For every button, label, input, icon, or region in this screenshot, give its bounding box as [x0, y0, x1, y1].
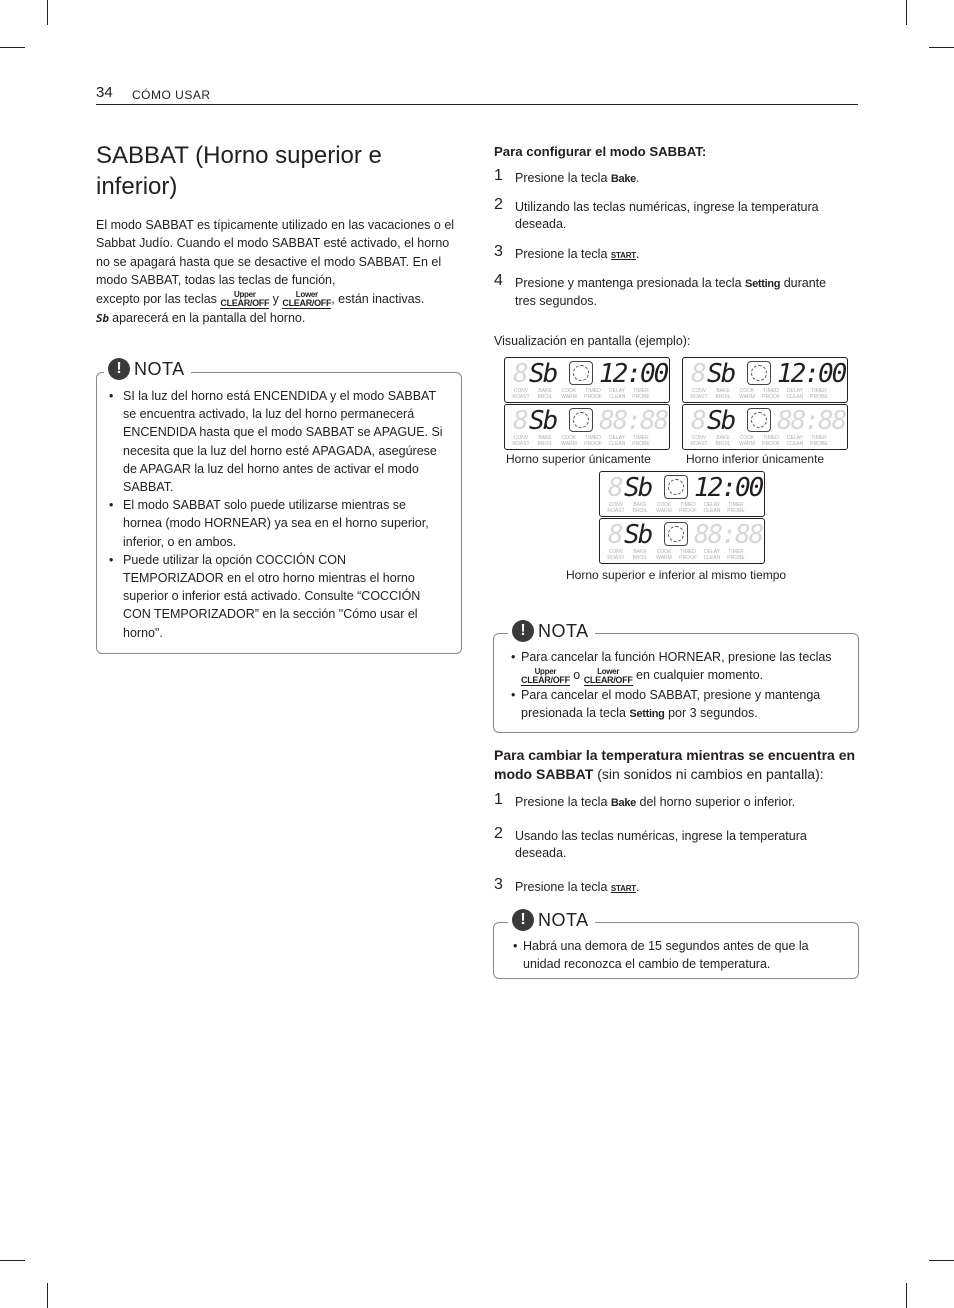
note-text: o	[573, 668, 581, 683]
page-number: 34	[96, 84, 113, 101]
crop-mark	[0, 47, 25, 48]
display-function-label: TIMED PROOF	[762, 388, 780, 400]
intro-text: , están inactivas.	[331, 291, 425, 306]
sabbat-indicator: Sb	[707, 406, 735, 436]
intro-text: aparecerá en la pantalla del horno.	[112, 310, 306, 325]
upper-clear-off-key: Upper CLEAR/OFF	[521, 666, 570, 685]
crop-mark	[906, 0, 907, 25]
display-function-label: DELAY CLEAN	[703, 549, 721, 561]
display-function-label: TIMED PROOF	[679, 502, 697, 514]
note-text: por 3 segundos.	[668, 706, 758, 721]
display-function-label: CONV ROAST	[607, 549, 625, 561]
note-header	[508, 909, 595, 931]
crop-mark	[47, 1283, 48, 1308]
step-text: Presione la tecla	[515, 795, 608, 809]
convection-fan-icon	[569, 361, 593, 385]
display-function-label: BAKE BROIL	[632, 549, 648, 561]
oven-display-panel	[682, 404, 848, 450]
clock-readout: 12:00	[777, 359, 846, 389]
crop-mark	[929, 47, 954, 48]
config-heading: Para configurar el modo SABBAT:	[494, 144, 707, 159]
section-title: CÓMO USAR	[132, 88, 211, 102]
change-heading-rest: (sin sonidos ni cambios en pantalla):	[597, 765, 824, 782]
convection-fan-icon	[569, 408, 593, 432]
display-function-label: DELAY CLEAN	[786, 435, 804, 447]
display-function-label: TIMED PROOF	[584, 388, 602, 400]
exclamation-icon: !	[108, 358, 130, 380]
display-function-label: BAKE BROIL	[537, 435, 553, 447]
convection-fan-icon	[664, 475, 688, 499]
display-function-label: TIMED PROOF	[679, 549, 697, 561]
note-text: Para cancelar el modo SABBAT, presione y mantenga presionada la tecla	[521, 687, 821, 721]
step-text: Presione la tecla	[515, 247, 608, 261]
display-digit: 8	[691, 406, 705, 436]
intro-paragraph	[96, 216, 458, 328]
display-function-label: TIMER PROBE	[727, 549, 745, 561]
display-function-label: CONV ROAST	[690, 388, 708, 400]
clock-readout: 88:88	[694, 520, 763, 550]
step-number: 3	[494, 243, 503, 260]
caption-lower: Horno inferior únicamente	[686, 452, 825, 466]
note-box	[493, 633, 859, 733]
display-function-label: TIMED PROOF	[762, 435, 780, 447]
step-text: durante tres segundos.	[515, 276, 827, 308]
note-item: • Habrá una demora de 15 segundos antes de que la unidad reconozca el cambio de temperatura.	[510, 937, 840, 973]
upper-clear-off-key: Upper CLEAR/OFF	[220, 289, 270, 308]
clock-readout: 88:88	[599, 406, 668, 436]
step-number: 2	[494, 825, 503, 842]
oven-display-panel	[504, 357, 670, 403]
note-box	[96, 372, 462, 654]
step-number: 1	[494, 167, 503, 184]
crop-mark	[929, 1260, 954, 1261]
note-title: NOTA	[538, 620, 589, 641]
display-function-label: TIMER PROBE	[632, 435, 650, 447]
display-function-label: TIMER PROBE	[810, 388, 828, 400]
clock-readout: 12:00	[599, 359, 668, 389]
caption-both: Horno superior e inferior al mismo tiempo	[566, 568, 787, 582]
display-function-label: BAKE BROIL	[715, 435, 731, 447]
step-number: 1	[494, 791, 503, 808]
intro-text: El modo SABBAT es típicamente utilizado en las vacaciones o el Sabbat Judío. Cuando el modo SABBAT esté activado, el horno no se apagará hasta que se desactive el modo SABBAT. En el modo SABBAT, todas las teclas de función,	[96, 218, 455, 288]
display-function-label: DELAY CLEAN	[608, 435, 626, 447]
header-rule	[96, 104, 858, 105]
step-text: Presione la tecla	[515, 880, 608, 894]
display-function-label: COOK WARM	[656, 502, 672, 514]
note-list	[101, 387, 447, 642]
setting-key: Setting	[629, 708, 665, 721]
display-function-label: BAKE BROIL	[632, 502, 648, 514]
display-function-label: DELAY CLEAN	[703, 502, 721, 514]
oven-display-panel	[504, 404, 670, 450]
note-item	[508, 686, 848, 724]
oven-display-panel	[599, 518, 765, 564]
note-item	[508, 648, 848, 686]
display-digit: 8	[513, 359, 527, 389]
display-function-label: TIMER PROBE	[810, 435, 828, 447]
note-header	[508, 620, 595, 642]
note-item: • Puede utilizar la opción COCCIÓN CON TEMPORIZADOR en el otro horno mientras el horno superior o inferior está activado. Consulte “COCCIÓN CON TEMPORIZADOR” en la sección "Cómo usar el horno".	[101, 551, 447, 642]
start-key: START	[610, 884, 636, 893]
step-text: Presione y mantenga presionada la tecla	[515, 276, 742, 290]
display-digit: 8	[608, 520, 622, 550]
clock-readout: 12:00	[694, 473, 763, 503]
display-function-label: CONV ROAST	[512, 435, 530, 447]
note-title: NOTA	[538, 909, 589, 930]
lower-clear-off-key: Lower CLEAR/OFF	[282, 289, 332, 308]
display-function-label: TIMER PROBE	[727, 502, 745, 514]
step-text: Utilizando las teclas numéricas, ingrese la temperatura deseada.	[515, 200, 819, 231]
note-text: en cualquier momento.	[636, 668, 764, 683]
caption-upper: Horno superior únicamente	[506, 452, 651, 466]
bake-key: Bake	[610, 173, 637, 185]
intro-text: excepto por las teclas	[96, 291, 217, 306]
step-text: .	[635, 247, 640, 261]
step-text: .	[635, 880, 640, 894]
oven-display-panel	[599, 471, 765, 517]
note-item: • El modo SABBAT solo puede utilizarse mientras se hornea (modo HORNEAR) ya sea en el horno superior, inferior, o en ambos.	[101, 496, 447, 551]
display-function-label: TIMED PROOF	[584, 435, 602, 447]
sb-glyph: Sb	[96, 311, 109, 325]
step-number: 4	[494, 272, 503, 289]
bake-key: Bake	[610, 797, 637, 809]
sabbat-indicator: Sb	[624, 473, 652, 503]
display-digit: 8	[608, 473, 622, 503]
crop-mark	[47, 0, 48, 25]
note-title: NOTA	[134, 358, 185, 379]
step-number: 2	[494, 196, 503, 213]
note-header	[104, 358, 191, 380]
change-heading	[494, 746, 858, 783]
display-function-label: DELAY CLEAN	[786, 388, 804, 400]
display-function-label: COOK WARM	[561, 388, 577, 400]
start-key: START	[610, 251, 636, 260]
crop-mark	[0, 1260, 25, 1261]
intro-text: y	[272, 291, 279, 306]
display-function-label: TIMER PROBE	[632, 388, 650, 400]
note-item: • SI la luz del horno está ENCENDIDA y el modo SABBAT se encuentra activado, la luz del horno permanecerá ENCENDIDA hasta que el modo SABBAT se APAGUE. Si necesita que la luz del horno esté APAGADA, asegúrese de APAGAR la luz del horno antes de activar el modo SABBAT.	[101, 387, 447, 496]
note-text: Para cancelar la función HORNEAR, presione las teclas	[521, 650, 832, 664]
sabbat-indicator: Sb	[707, 359, 735, 389]
display-function-label: COOK WARM	[656, 549, 672, 561]
step-number: 3	[494, 876, 503, 893]
display-function-label: COOK WARM	[561, 435, 577, 447]
display-function-label: CONV ROAST	[690, 435, 708, 447]
step-text: Usando las teclas numéricas, ingrese la temperatura deseada.	[515, 829, 807, 860]
convection-fan-icon	[747, 408, 771, 432]
display-digit: 8	[513, 406, 527, 436]
convection-fan-icon	[664, 522, 688, 546]
display-digit: 8	[691, 359, 705, 389]
sabbat-indicator: Sb	[529, 359, 557, 389]
sabbat-indicator: Sb	[624, 520, 652, 550]
display-function-label: CONV ROAST	[512, 388, 530, 400]
sabbat-indicator: Sb	[529, 406, 557, 436]
page-title: SABBAT (Horno superior e inferior)	[96, 142, 382, 200]
step-text: .	[636, 171, 640, 185]
display-function-label: BAKE BROIL	[715, 388, 731, 400]
display-heading: Visualización en pantalla (ejemplo):	[494, 334, 691, 348]
display-function-label: CONV ROAST	[607, 502, 625, 514]
note-list	[508, 648, 848, 723]
clock-readout: 88:88	[777, 406, 846, 436]
display-function-label: COOK WARM	[739, 435, 755, 447]
setting-key: Setting	[745, 278, 781, 290]
change-heading-bold: Para cambiar la temperatura mientras se encuentra en modo SABBAT	[494, 747, 856, 782]
exclamation-icon: !	[512, 620, 534, 642]
note-list	[510, 937, 840, 973]
exclamation-icon: !	[512, 909, 534, 931]
display-function-label: DELAY CLEAN	[608, 388, 626, 400]
display-function-label: BAKE BROIL	[537, 388, 553, 400]
step-text: del horno superior o inferior.	[639, 795, 796, 809]
display-function-label: COOK WARM	[739, 388, 755, 400]
step-text: Presione la tecla	[515, 171, 608, 185]
crop-mark	[906, 1283, 907, 1308]
lower-clear-off-key: Lower CLEAR/OFF	[583, 666, 633, 685]
convection-fan-icon	[747, 361, 771, 385]
oven-display-panel	[682, 357, 848, 403]
